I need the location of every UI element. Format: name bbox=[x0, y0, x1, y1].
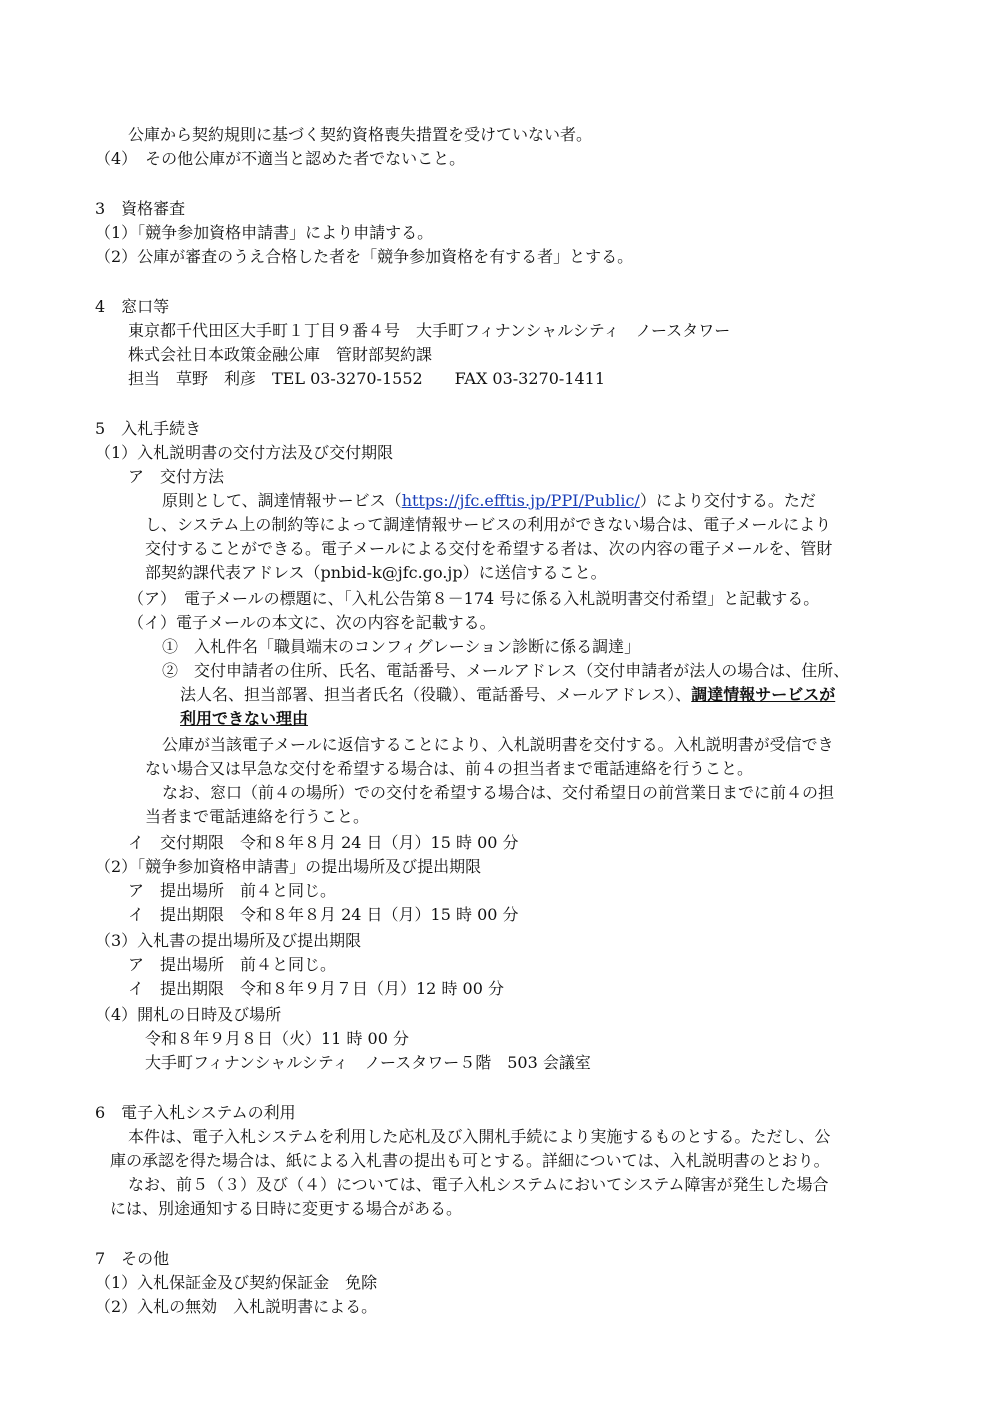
section-5-item-1: （1）入札説明書の交付方法及び交付期限 bbox=[95, 443, 394, 462]
email-body-item-1: ① 入札件名「職員端末のコンフィグレーション診断に係る調達」 bbox=[162, 637, 641, 656]
delivery-method-line-4: 部契約課代表アドレス（pnbid-k@jfc.go.jp）に送信すること。 bbox=[145, 563, 607, 582]
reply-paragraph-line-2: ない場合又は早急な交付を希望する場合は、前４の担当者まで電話連絡を行うこと。 bbox=[145, 759, 754, 778]
delivery-method-text-after-link: ）により交付する。ただ bbox=[639, 491, 816, 510]
section-3-item-1: （1）「競争参加資格申請書」により申請する。 bbox=[95, 223, 434, 242]
section-3-item-2: （2）公庫が審査のうえ合格した者を「競争参加資格を有する者」とする。 bbox=[95, 247, 634, 266]
bid-submission-deadline: イ 提出期限 令和８年９月７日（月）12 時 00 分 bbox=[128, 979, 504, 998]
email-body-item-2-text: 法人名、担当部署、担当者氏名（役職）、電話番号、メールアドレス）、 bbox=[180, 685, 692, 704]
section-5-item-2: （2）「競争参加資格申請書」の提出場所及び提出期限 bbox=[95, 857, 482, 876]
section-7-item-2: （2）入札の無効 入札説明書による。 bbox=[95, 1297, 378, 1316]
window-paragraph-line-1: なお、窓口（前４の場所）での交付を希望する場合は、交付希望日の前営業日までに前４の担 bbox=[162, 783, 835, 802]
delivery-method-heading: ア 交付方法 bbox=[128, 467, 225, 486]
contact-address: 東京都千代田区大手町１丁目９番４号 大手町フィナンシャルシティ ノースタワー bbox=[128, 321, 731, 340]
section-6-heading: 6 電子入札システムの利用 bbox=[95, 1103, 296, 1122]
section-4-heading: 4 窓口等 bbox=[95, 297, 170, 316]
delivery-deadline: イ 交付期限 令和８年８月 24 日（月）15 時 00 分 bbox=[128, 833, 519, 852]
bid-opening-date: 令和８年９月８日（火）11 時 00 分 bbox=[145, 1029, 409, 1048]
section-6-line-1: 本件は、電子入札システムを利用した応札及び入開札手続により実施するものとする。ただし、公 bbox=[128, 1127, 831, 1146]
email-body-instruction: （イ）電子メールの本文に、次の内容を記載する。 bbox=[128, 613, 496, 632]
section-6-line-2: 庫の承認を得た場合は、紙による入札書の提出も可とする。詳細については、入札説明書のとおり。 bbox=[110, 1151, 830, 1170]
section-6-line-3: なお、前５（３）及び（４）については、電子入札システムにおいてシステム障害が発生した場合 bbox=[128, 1175, 829, 1194]
application-submission-deadline: イ 提出期限 令和８年８月 24 日（月）15 時 00 分 bbox=[128, 905, 519, 924]
section-5-item-3: （3）入札書の提出場所及び提出期限 bbox=[95, 931, 362, 950]
bid-opening-place: 大手町フィナンシャルシティ ノースタワー５階 503 会議室 bbox=[145, 1053, 591, 1072]
section-6-line-4: には、別途通知する日時に変更する場合がある。 bbox=[110, 1199, 463, 1218]
intro-text: 公庫から契約規則に基づく契約資格喪失措置を受けていない者。 bbox=[128, 125, 593, 144]
delivery-method-line-2: し、システム上の制約等によって調達情報サービスの利用ができない場合は、電子メールにより bbox=[145, 515, 832, 534]
email-subject-instruction: （ア） 電子メールの標題に、「入札公告第８－174 号に係る入札説明書交付希望」と記載する。 bbox=[128, 589, 820, 608]
section-3-heading: 3 資格審査 bbox=[95, 199, 186, 218]
delivery-method-line-3: 交付することができる。電子メールによる交付を希望する者は、次の内容の電子メールを、管財 bbox=[145, 539, 833, 558]
email-body-item-2-line-2 bbox=[180, 684, 835, 706]
section-7-item-1: （1）入札保証金及び契約保証金 免除 bbox=[95, 1273, 378, 1292]
window-paragraph-line-2: 当者まで電話連絡を行うこと。 bbox=[145, 807, 370, 826]
section-5-item-4: （4）開札の日時及び場所 bbox=[95, 1005, 282, 1024]
email-body-item-2-line-3 bbox=[180, 708, 308, 730]
email-body-item-2-emphasis: 調達情報サービスが bbox=[691, 685, 836, 704]
contact-organization: 株式会社日本政策金融公庫 管財部契約課 bbox=[128, 345, 433, 364]
section-7-heading: 7 その他 bbox=[95, 1249, 170, 1268]
delivery-method-text-before-link: 原則として、調達情報サービス（ bbox=[162, 491, 402, 510]
intro-item-4: （4） その他公庫が不適当と認めた者でないこと。 bbox=[95, 149, 466, 168]
application-submission-place: ア 提出場所 前４と同じ。 bbox=[128, 881, 337, 900]
email-body-item-2-line-1: ② 交付申請者の住所、氏名、電話番号、メールアドレス（交付申請者が法人の場合は、住所、 bbox=[162, 661, 850, 680]
contact-person-phone: 担当 草野 利彦 TEL 03-3270-1552 FAX 03-3270-1411 bbox=[128, 369, 606, 388]
procurement-service-link[interactable]: https://jfc.efftis.jp/PPI/Public/ bbox=[401, 491, 640, 510]
section-5-heading: 5 入札手続き bbox=[95, 419, 202, 438]
delivery-method-line-1 bbox=[162, 490, 816, 512]
bid-submission-place: ア 提出場所 前４と同じ。 bbox=[128, 955, 337, 974]
reply-paragraph-line-1: 公庫が当該電子メールに返信することにより、入札説明書を交付する。入札説明書が受信でき bbox=[162, 735, 834, 754]
email-body-item-2-emphasis-end: 利用できない理由 bbox=[180, 709, 309, 728]
